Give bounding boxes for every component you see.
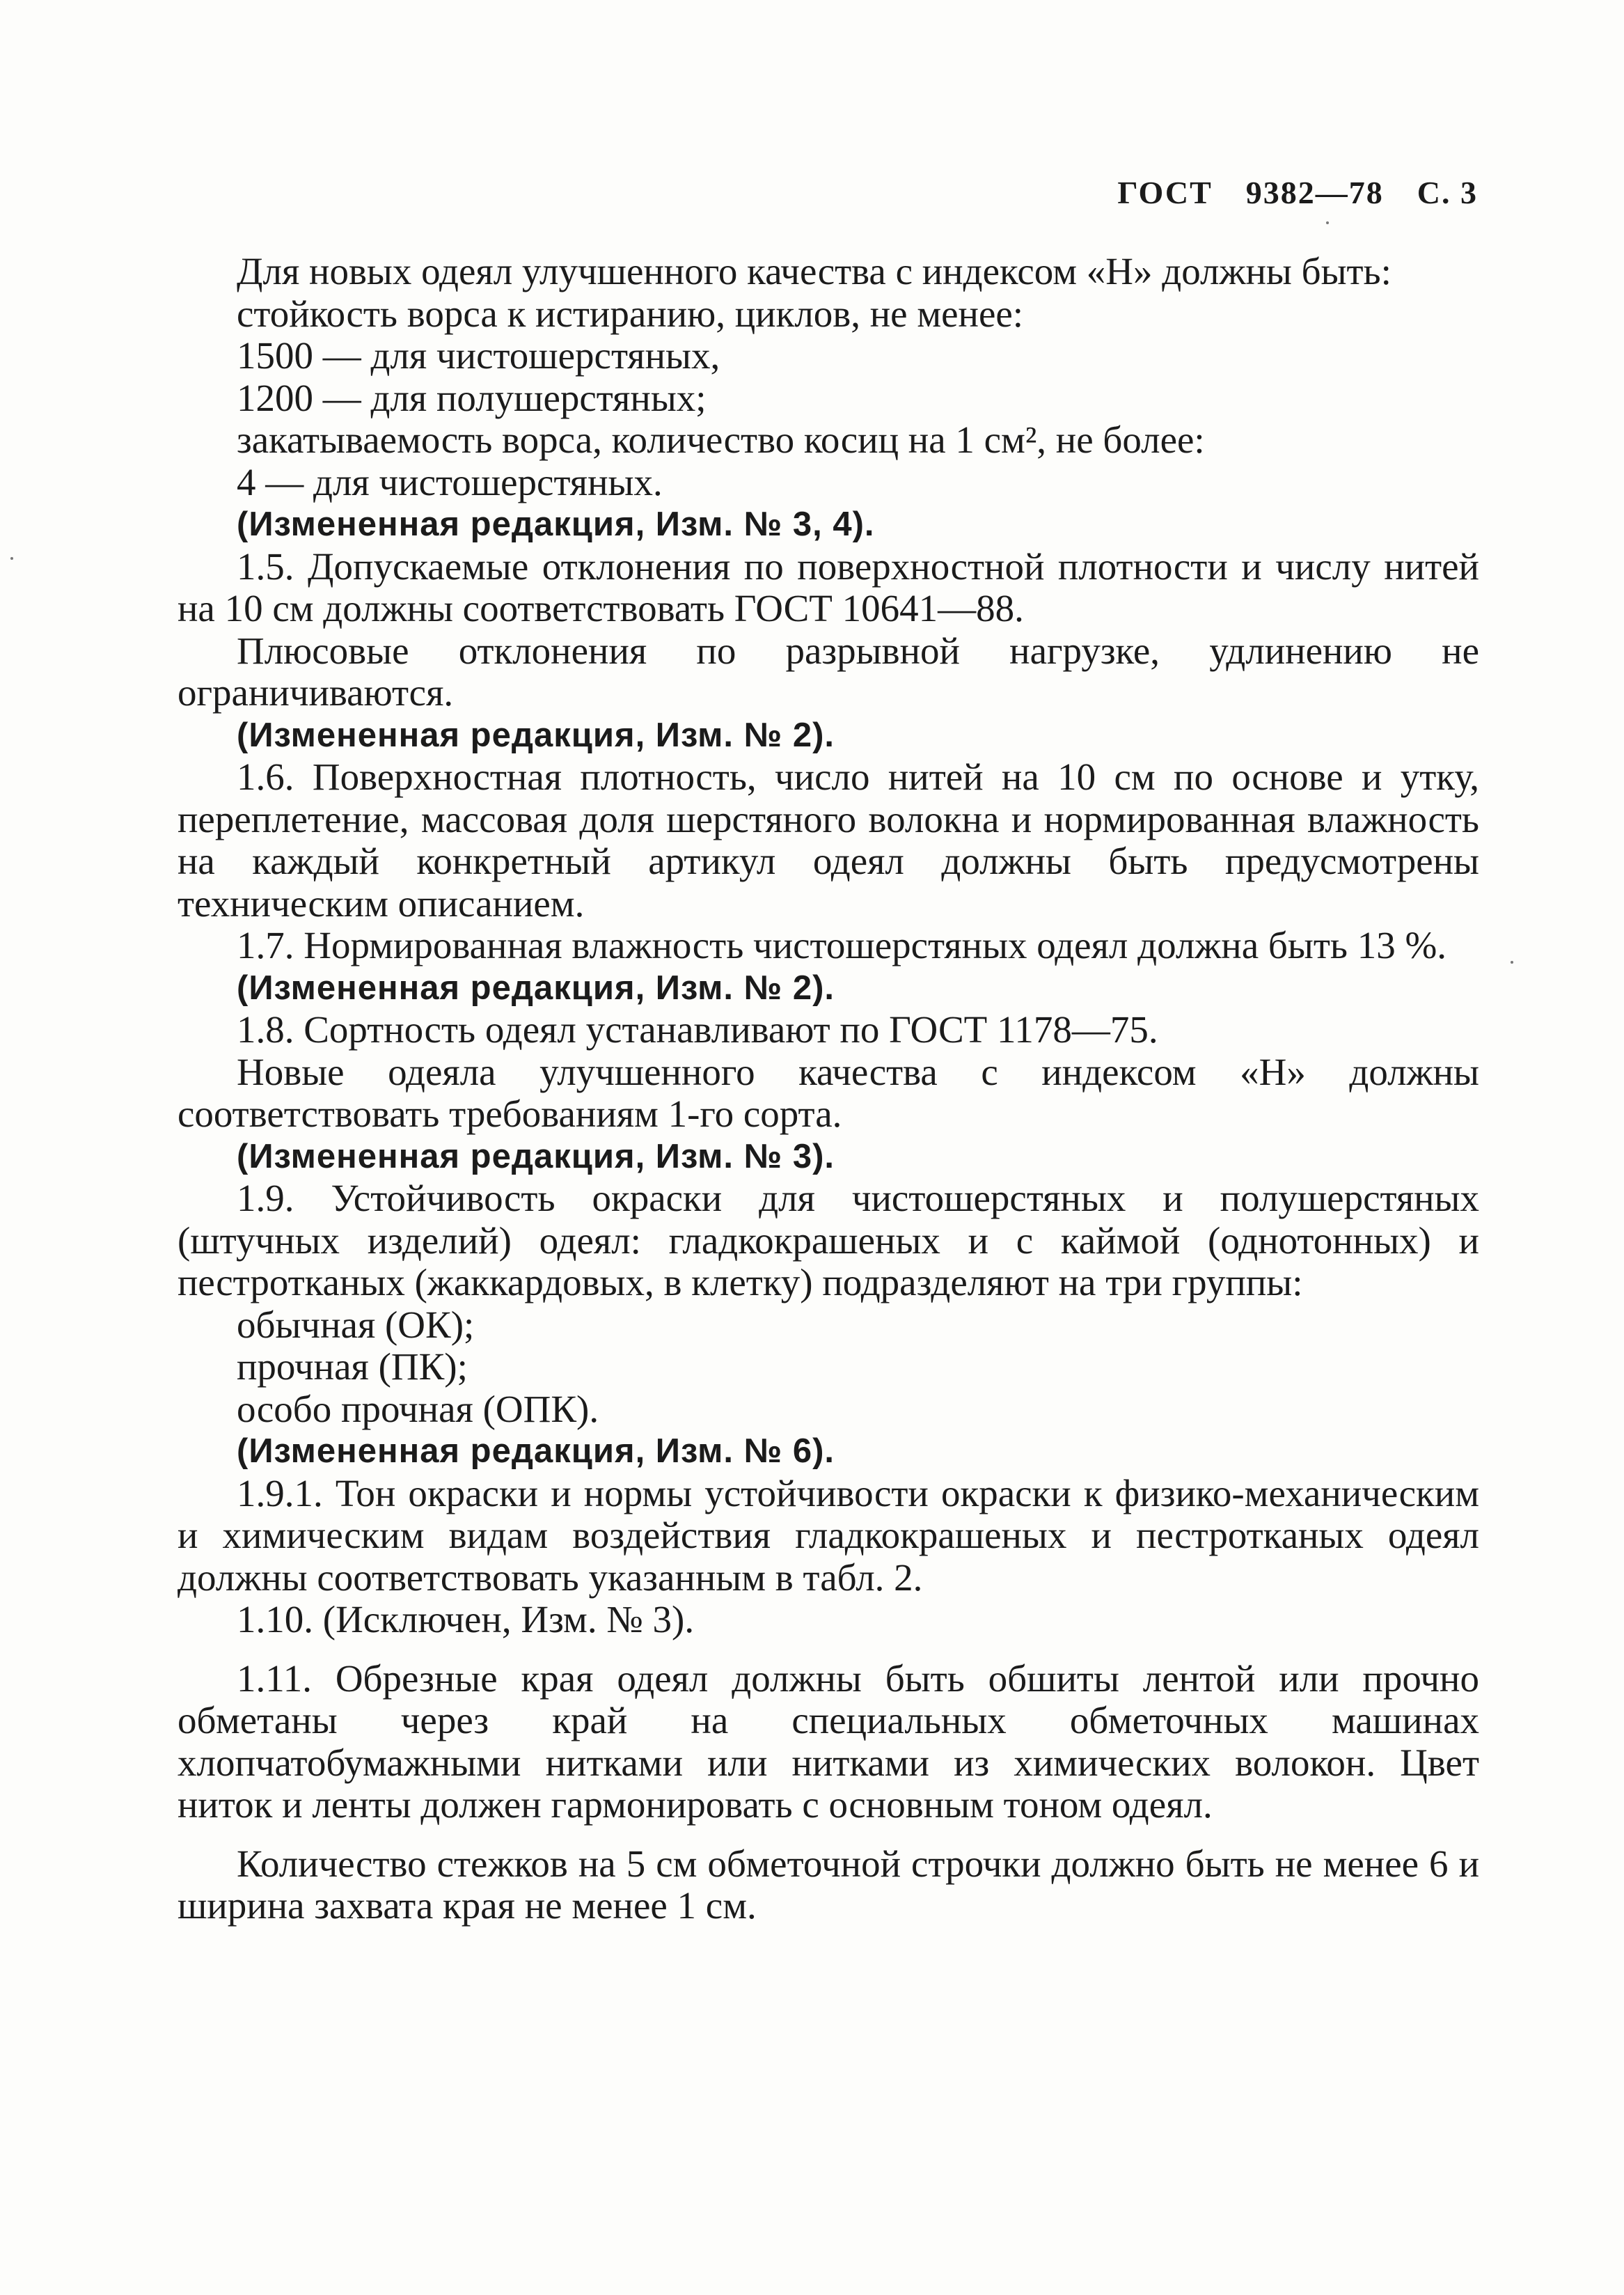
page-header [1117, 174, 1478, 211]
paragraph-stitches: Количество стежков на 5 см обметочной строчки должно быть не менее 6 и ширина захвата края не менее 1 см. [178, 1842, 1479, 1927]
amendment-note: (Измененная редакция, Изм. № 3, 4). [237, 506, 875, 543]
paragraph-pilling-resistance: стойкость ворса к истиранию, циклов, не менее: [237, 292, 1024, 335]
paragraph-new-blankets: Новые одеяла улучшенного качества с индексом «Н» должны соответствовать требованиям 1-го сорта. [178, 1050, 1479, 1135]
clause-1-10: 1.10. (Исключен, Изм. № 3). [237, 1598, 695, 1640]
group-opk: особо прочная (ОПК). [237, 1387, 599, 1430]
paragraph-1500: 1500 — для чистошерстяных, [237, 334, 720, 377]
clause-1-8: 1.8. Сортность одеял устанавливают по ГОСТ 1178—75. [237, 1008, 1158, 1051]
paragraph-4: 4 — для чистошерстяных. [237, 460, 663, 503]
clause-1-9-1: 1.9.1. Тон окраски и нормы устойчивости окраски к физико-механическим и химическим видам воздействия гладкокрашеных и пестротканых одеял должны соответствовать указанным в табл. 2. [178, 1471, 1479, 1599]
paragraph-1200: 1200 — для полушерстяных; [237, 376, 707, 419]
amendment-note: (Измененная редакция, Изм. № 3). [237, 1137, 835, 1175]
paragraph-intro: Для новых одеял улучшенного качества с индексом «Н» должны быть: [237, 250, 1392, 292]
amendment-note: (Измененная редакция, Изм. № 2). [237, 716, 835, 754]
paragraph-plus-deviations: Плюсовые отклонения по разрывной нагрузке, удлинению не ограничиваются. [178, 629, 1479, 714]
clause-1-6: 1.6. Поверхностная плотность, число нитей на 10 см по основе и утку, переплетение, массовая доля шерстяного волокна и нормированная влажность на каждый конкретный артикул одеял должны быть предусмотрены техническим описанием. [178, 755, 1479, 925]
header-standard: ГОСТ [1117, 175, 1213, 210]
document-body [178, 251, 1479, 1927]
paragraph-pilling: закатываемость ворса, количество косиц на 1 см², не более: [237, 418, 1205, 461]
scan-speck [10, 557, 13, 560]
scan-speck [1326, 221, 1329, 224]
group-pk: прочная (ПК); [237, 1345, 468, 1388]
amendment-note: (Измененная редакция, Изм. № 2). [237, 969, 835, 1007]
group-ok: обычная (ОК); [237, 1303, 475, 1346]
clause-1-9: 1.9. Устойчивость окраски для чистошерстяных и полушерстяных (штучных изделий) одеял: гладкокрашеных и с каймой (однотонных) и пестротканых (жаккардовых, в клетку) подразделяют на три группы: [178, 1177, 1479, 1303]
header-number: 9382—78 [1245, 175, 1384, 210]
clause-1-7: 1.7. Нормированная влажность чистошерстяных одеял должна быть 13 %. [237, 924, 1447, 966]
amendment-note: (Измененная редакция, Изм. № 6). [237, 1432, 835, 1470]
scan-speck [1511, 961, 1513, 964]
clause-1-5: 1.5. Допускаемые отклонения по поверхностной плотности и числу нитей на 10 см должны соответствовать ГОСТ 10641—88. [178, 545, 1479, 629]
clause-1-11: 1.11. Обрезные края одеял должны быть обшиты лентой или прочно обметаны через край на специальных обметочных машинах хлопчатобумажными нитками или нитками из химических волокон. Цвет ниток и ленты должен гармонировать с основным тоном одеял. [178, 1656, 1479, 1826]
header-page-number: С. 3 [1417, 175, 1478, 210]
